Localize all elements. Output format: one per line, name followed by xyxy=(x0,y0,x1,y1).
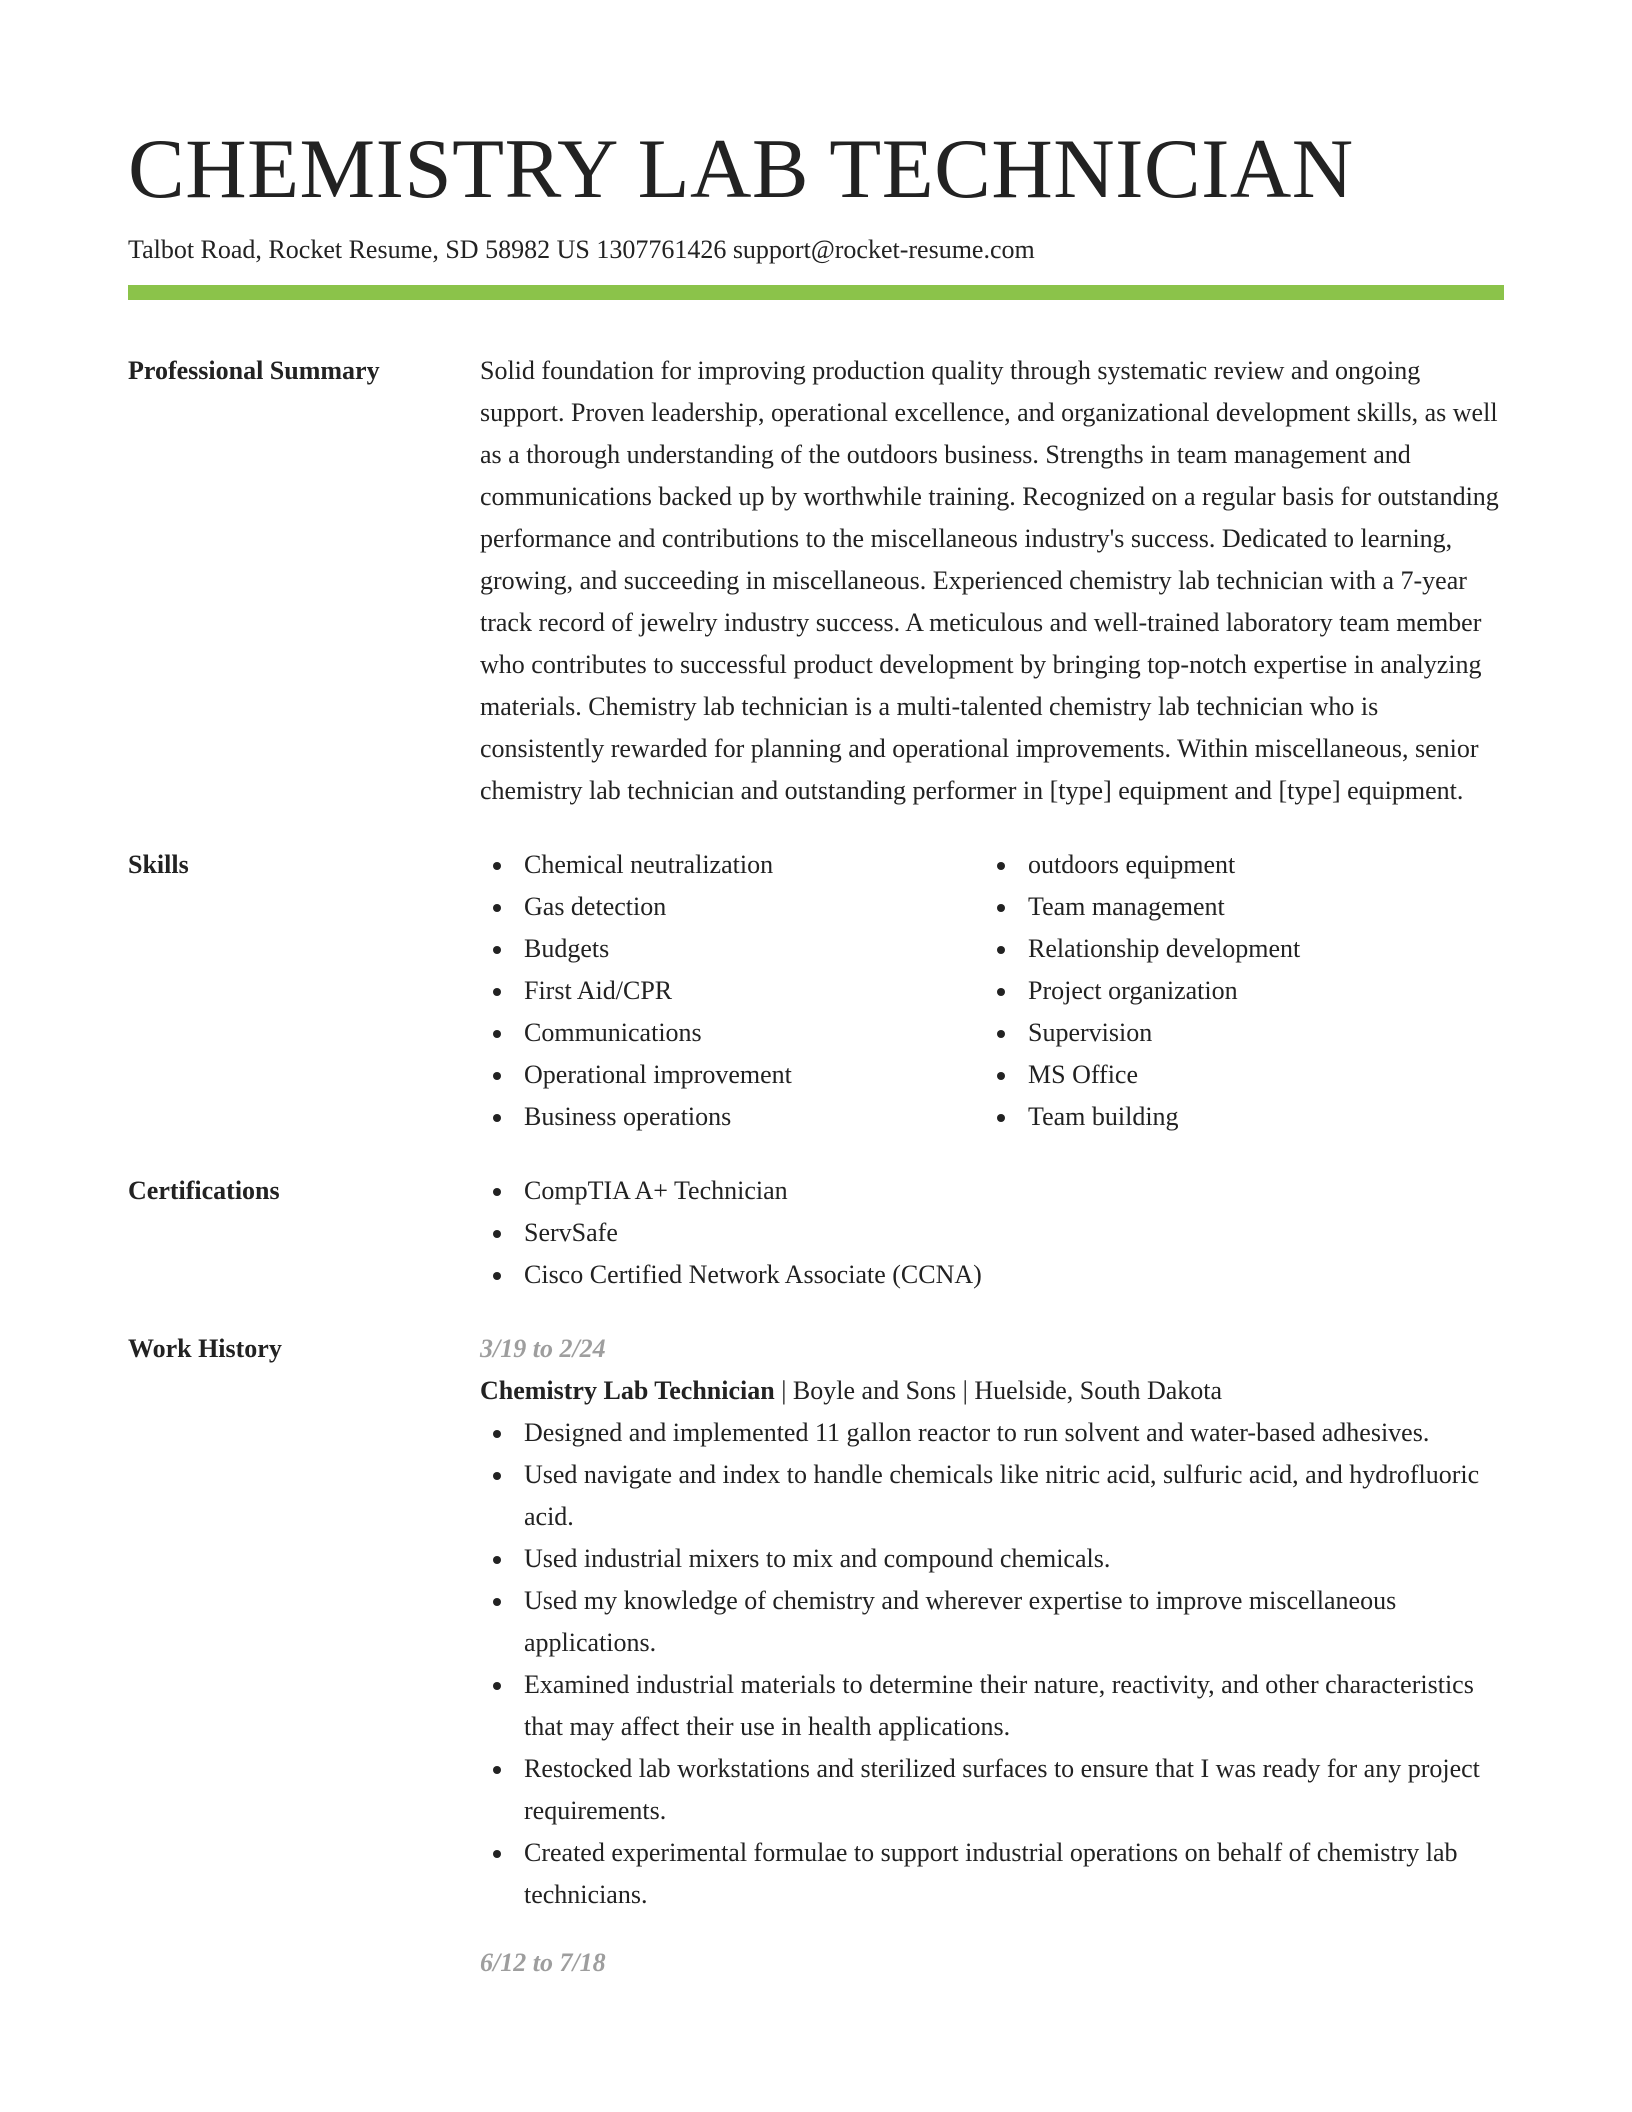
job-responsibilities xyxy=(480,1412,1504,1916)
skill-item: Project organization xyxy=(984,970,1488,1012)
professional-summary-section xyxy=(128,350,1504,812)
skill-item: outdoors equipment xyxy=(984,844,1488,886)
certifications-list xyxy=(480,1170,1504,1296)
skill-item: First Aid/CPR xyxy=(480,970,984,1012)
skill-item: Supervision xyxy=(984,1012,1488,1054)
professional-summary-text: Solid foundation for improving production quality through systematic review and ongoing support. Proven leadership, operational excellence, and organizational development skills, as well as a thorough understanding of the outdoors business. Strengths in team management and communications backed up by worthwhile training. Recognized on a regular basis for outstanding performance and contributions to the miscellaneous industry's success. Dedicated to learning, growing, and succeeding in miscellaneous. Experienced chemistry lab technician with a 7-year track record of jewelry industry success. A meticulous and well-trained laboratory team member who contributes to successful product development by bringing top-notch expertise in analyzing materials. Chemistry lab technician is a multi-talented chemistry lab technician who is consistently rewarded for planning and operational improvements. Within miscellaneous, senior chemistry lab technician and outstanding performer in [type] equipment and [type] equipment. xyxy=(480,356,1499,805)
job-entry xyxy=(480,1942,1504,1984)
certifications-section xyxy=(128,1170,1504,1296)
resume-title: CHEMISTRY LAB TECHNICIAN xyxy=(128,122,1354,216)
skill-item: Business operations xyxy=(480,1096,984,1138)
skills-column-left xyxy=(480,844,984,1138)
responsibility-item: Restocked lab workstations and sterilized surfaces to ensure that I was ready for any project requirements. xyxy=(480,1748,1504,1832)
skill-item: Communications xyxy=(480,1012,984,1054)
skill-item: Operational improvement xyxy=(480,1054,984,1096)
certification-item: CompTIA A+ Technician xyxy=(480,1170,1504,1212)
responsibility-item: Used industrial mixers to mix and compound chemicals. xyxy=(480,1538,1504,1580)
responsibility-item: Used navigate and index to handle chemicals like nitric acid, sulfuric acid, and hydrofluoric acid. xyxy=(480,1454,1504,1538)
job-dates: 6/12 to 7/18 xyxy=(480,1948,606,1977)
section-label-skills: Skills xyxy=(128,850,189,879)
skills-section xyxy=(128,844,1504,1138)
skill-item: Budgets xyxy=(480,928,984,970)
resume-page xyxy=(128,0,1504,1984)
job-dates: 3/19 to 2/24 xyxy=(480,1334,606,1363)
job-details: | Boyle and Sons | Huelside, South Dakota xyxy=(774,1376,1223,1405)
responsibility-item: Used my knowledge of chemistry and wherever expertise to improve miscellaneous applications. xyxy=(480,1580,1504,1664)
skill-item: Relationship development xyxy=(984,928,1488,970)
job-title: Chemistry Lab Technician xyxy=(480,1376,775,1405)
responsibility-item: Created experimental formulae to support industrial operations on behalf of chemistry lab technicians. xyxy=(480,1832,1504,1916)
skill-item: Chemical neutralization xyxy=(480,844,984,886)
section-label-certifications: Certifications xyxy=(128,1176,280,1205)
contact-line: Talbot Road, Rocket Resume, SD 58982 US 1307761426 support@rocket-resume.com xyxy=(128,235,1035,264)
certification-item: Cisco Certified Network Associate (CCNA) xyxy=(480,1254,1504,1296)
certification-item: ServSafe xyxy=(480,1212,1504,1254)
skill-item: Team management xyxy=(984,886,1488,928)
work-history-section xyxy=(128,1328,1504,1984)
section-label-work-history: Work History xyxy=(128,1334,282,1363)
responsibility-item: Designed and implemented 11 gallon reactor to run solvent and water-based adhesives. xyxy=(480,1412,1504,1454)
job-heading xyxy=(480,1370,1504,1412)
responsibility-item: Examined industrial materials to determine their nature, reactivity, and other characteristics that may affect their use in health applications. xyxy=(480,1664,1504,1748)
skill-item: Gas detection xyxy=(480,886,984,928)
skills-grid xyxy=(480,844,1504,1138)
job-entry xyxy=(480,1328,1504,1916)
skill-item: Team building xyxy=(984,1096,1488,1138)
skill-item: MS Office xyxy=(984,1054,1488,1096)
section-label-professional-summary: Professional Summary xyxy=(128,356,380,385)
skills-column-right xyxy=(984,844,1488,1138)
header-divider xyxy=(128,285,1504,300)
